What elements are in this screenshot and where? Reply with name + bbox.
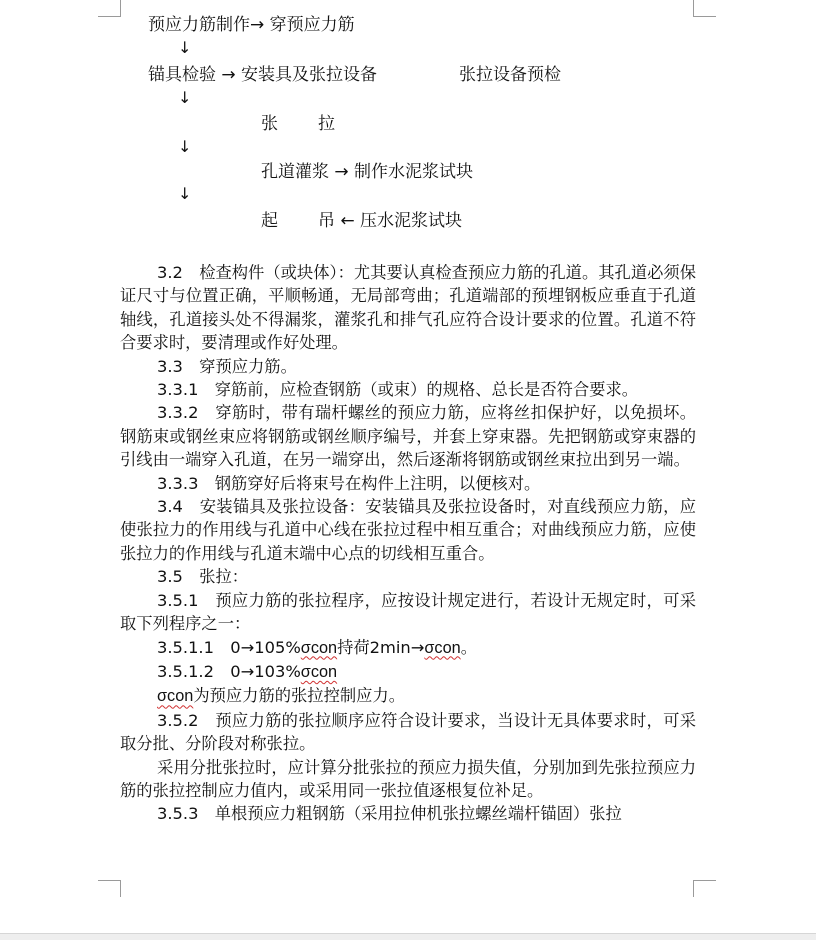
paragraph: 3.3.1 穿筋前，应检查钢筋（或束）的规格、总长是否符合要求。	[157, 380, 639, 400]
paragraph-formula-1	[120, 636, 696, 660]
sigma-con-symbol: σcon	[300, 638, 338, 657]
paragraph: 3.2 检查构件（或块体）：尤其要认真检查预应力筋的孔道。其孔道必须保证尺寸与位置正确，平顺畅通，无局部弯曲；孔道端部的预埋钢板应垂直于孔道轴线，孔道接头处不得漏浆，灌浆孔和排气孔应符合设计要求的位置。孔道不符合要求时，要清理或作好处理。	[120, 263, 696, 353]
sigma-con-symbol: σcon	[157, 687, 194, 706]
paragraph-formula-2	[120, 660, 696, 684]
paragraph: 3.5.1 预应力筋的张拉程序，应按设计规定进行，若设计无规定时，可采取下列程序之一：	[120, 590, 696, 634]
sigma-con-symbol: σcon	[300, 662, 338, 681]
paragraph: 3.3 穿预应力筋。	[157, 356, 297, 376]
down-arrow-icon: ↓	[178, 88, 192, 107]
down-arrow-icon: ↓	[178, 38, 192, 57]
flow-step-lift-2: 吊 ← 压水泥浆试块	[318, 211, 463, 231]
flow-step-tension-1: 张	[261, 114, 278, 134]
formula-text: 持荷2min→	[337, 637, 425, 657]
crop-mark-bottom-left	[98, 880, 121, 897]
paragraph-definition	[120, 684, 696, 708]
paragraph: 3.3.3 钢筋穿好后将束号在构件上注明，以便核对。	[157, 473, 541, 493]
flow-step-grouting: 孔道灌浆 → 制作水泥浆试块	[261, 162, 474, 182]
crop-mark-bottom-right	[693, 880, 716, 897]
paragraph: 3.3.2 穿筋时，带有瑞杆螺丝的预应力筋，应将丝扣保护好，以免损坏。钢筋束或钢丝束应将钢筋或钢丝顺序编号，并套上穿束器。先把钢筋或穿束器的引线由一端穿入孔道，在另一端穿出，然后逐渐将钢筋或钢丝束拉出到另一端。	[120, 403, 696, 470]
flow-step-prestress-make: 预应力筋制作→ 穿预应力筋	[148, 15, 355, 35]
crop-mark-top-left	[98, 0, 121, 17]
paragraph: 3.4 安装锚具及张拉设备：安装锚具及张拉设备时，对直线预应力筋，应使张拉力的作用线与孔道中心线在张拉过程中相互重合；对曲线预应力筋，应使张拉力的作用线与孔道末端中心点的切线相互重合。	[120, 497, 696, 563]
down-arrow-icon: ↓	[178, 184, 192, 203]
flow-step-tension-2: 拉	[318, 114, 335, 134]
flow-step-lift-1: 起	[261, 211, 278, 231]
flow-step-equipment-precheck: 张拉设备预检	[459, 65, 561, 85]
paragraph: 3.5.2 预应力筋的张拉顺序应符合设计要求，当设计无具体要求时，可采取分批、分阶段对称张拉。	[120, 710, 696, 754]
definition-text: 为预应力筋的张拉控制应力。	[193, 686, 405, 706]
crop-mark-top-right	[693, 0, 716, 17]
formula-text: 。	[460, 637, 477, 657]
formula-text: 3.5.1.2 0→103%	[157, 661, 301, 681]
flow-step-anchor-inspect: 锚具检验 → 安装具及张拉设备	[148, 65, 378, 85]
paragraph: 3.5 张拉：	[157, 567, 249, 587]
paragraph: 采用分批张拉时，应计算分批张拉的预应力损失值，分别加到先张拉预应力筋的张拉控制应力值内，或采用同一张拉值逐根复位补足。	[120, 757, 696, 800]
document-body	[120, 261, 696, 826]
sigma-con-symbol: σcon	[424, 638, 461, 657]
formula-text: 3.5.1.1 0→105%	[157, 637, 301, 657]
paragraph: 3.5.3 单根预应力粗钢筋（采用拉伸机张拉螺丝端杆锚固）张拉	[157, 804, 622, 824]
down-arrow-icon: ↓	[178, 137, 192, 156]
